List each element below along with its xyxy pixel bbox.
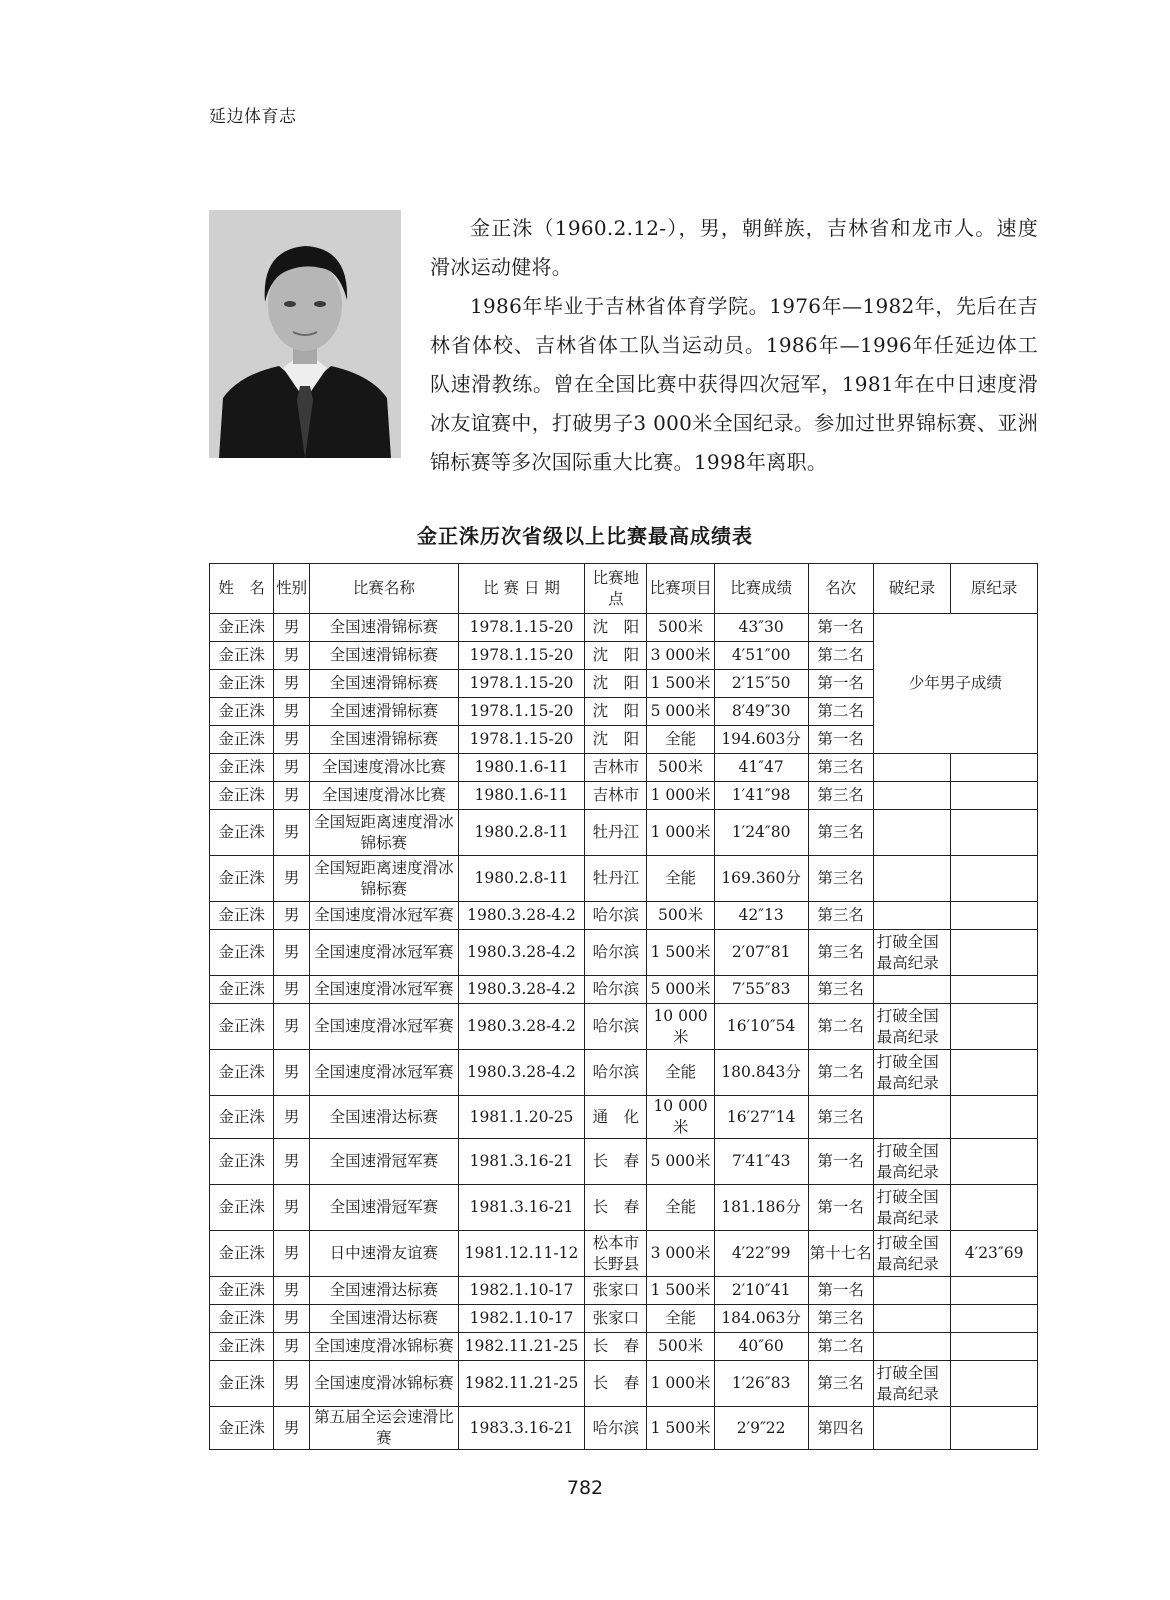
cell-date: 1978.1.15-20 [458, 642, 584, 670]
cell-location: 哈尔滨 [585, 902, 647, 930]
cell-rank: 第一名 [808, 1185, 873, 1231]
cell-name: 金正洙 [210, 1096, 274, 1139]
cell-result: 40″60 [714, 1333, 808, 1361]
col-event-name: 比赛名称 [309, 564, 458, 614]
cell-rank: 第二名 [808, 698, 873, 726]
cell-result: 1′24″80 [714, 810, 808, 856]
cell-previous-record [951, 1004, 1038, 1050]
cell-gender: 男 [274, 976, 310, 1004]
cell-name: 金正洙 [210, 1139, 274, 1185]
cell-record-broken: 打破全国最高纪录 [873, 930, 950, 976]
cell-previous-record [951, 754, 1038, 782]
cell-rank: 第二名 [808, 1050, 873, 1096]
cell-gender: 男 [274, 642, 310, 670]
cell-name: 金正洙 [210, 1277, 274, 1305]
table-row [210, 930, 1038, 976]
cell-result: 7′55″83 [714, 976, 808, 1004]
cell-result: 2′9″22 [714, 1407, 808, 1450]
cell-rank: 第三名 [808, 810, 873, 856]
cell-event-name: 全国短距离速度滑冰锦标赛 [309, 856, 458, 902]
cell-location: 哈尔滨 [585, 976, 647, 1004]
cell-rank: 第三名 [808, 782, 873, 810]
col-gender: 性别 [274, 564, 310, 614]
cell-name: 金正洙 [210, 1231, 274, 1277]
cell-discipline: 1 000米 [647, 1361, 714, 1407]
cell-gender: 男 [274, 1231, 310, 1277]
table-title: 金正洙历次省级以上比赛最高成绩表 [417, 524, 753, 548]
cell-rank: 第三名 [808, 754, 873, 782]
cell-name: 金正洙 [210, 698, 274, 726]
cell-record-broken [873, 1407, 950, 1450]
cell-gender: 男 [274, 698, 310, 726]
col-rank: 名次 [808, 564, 873, 614]
cell-gender: 男 [274, 754, 310, 782]
cell-discipline: 10 000米 [647, 1004, 714, 1050]
cell-event-name: 全国速度滑冰锦标赛 [309, 1333, 458, 1361]
cell-rank: 第二名 [808, 642, 873, 670]
cell-location: 牡丹江 [585, 856, 647, 902]
cell-rank: 第十七名 [808, 1231, 873, 1277]
cell-result: 42″13 [714, 902, 808, 930]
col-record-broken: 破纪录 [873, 564, 950, 614]
cell-name: 金正洙 [210, 976, 274, 1004]
table-row [210, 1361, 1038, 1407]
cell-discipline: 全能 [647, 1305, 714, 1333]
cell-previous-record [951, 810, 1038, 856]
cell-name: 金正洙 [210, 614, 274, 642]
cell-location: 张家口 [585, 1305, 647, 1333]
cell-previous-record [951, 1050, 1038, 1096]
cell-location: 沈 阳 [585, 670, 647, 698]
table-row [210, 782, 1038, 810]
table-row [210, 1185, 1038, 1231]
cell-date: 1980.1.6-11 [458, 754, 584, 782]
cell-event-name: 全国速滑锦标赛 [309, 642, 458, 670]
cell-rank: 第三名 [808, 976, 873, 1004]
table-row [210, 1050, 1038, 1096]
cell-rank: 第三名 [808, 1305, 873, 1333]
cell-result: 2′07″81 [714, 930, 808, 976]
col-discipline: 比赛项目 [647, 564, 714, 614]
table-row [210, 810, 1038, 856]
cell-event-name: 全国速滑锦标赛 [309, 670, 458, 698]
cell-event-name: 全国速滑锦标赛 [309, 726, 458, 754]
table-row [210, 1407, 1038, 1450]
cell-discipline: 5 000米 [647, 976, 714, 1004]
cell-rank: 第三名 [808, 856, 873, 902]
cell-gender: 男 [274, 810, 310, 856]
cell-gender: 男 [274, 902, 310, 930]
cell-event-name: 全国速度滑冰冠军赛 [309, 1004, 458, 1050]
cell-gender: 男 [274, 1333, 310, 1361]
cell-gender: 男 [274, 782, 310, 810]
cell-rank: 第一名 [808, 670, 873, 698]
cell-location: 牡丹江 [585, 810, 647, 856]
cell-location: 沈 阳 [585, 726, 647, 754]
cell-name: 金正洙 [210, 726, 274, 754]
cell-record-broken [873, 782, 950, 810]
cell-date: 1981.3.16-21 [458, 1139, 584, 1185]
cell-gender: 男 [274, 856, 310, 902]
cell-previous-record [951, 856, 1038, 902]
cell-gender: 男 [274, 1004, 310, 1050]
cell-record-broken [873, 754, 950, 782]
cell-date: 1980.3.28-4.2 [458, 976, 584, 1004]
cell-date: 1982.11.21-25 [458, 1333, 584, 1361]
cell-date: 1978.1.15-20 [458, 614, 584, 642]
cell-event-name: 全国速度滑冰冠军赛 [309, 976, 458, 1004]
cell-date: 1981.1.20-25 [458, 1096, 584, 1139]
cell-result: 7′41″43 [714, 1139, 808, 1185]
bio-intro: 金正洙（1960.2.12-），男，朝鲜族，吉林省和龙市人。速度滑冰运动健将。 [430, 216, 1038, 279]
cell-name: 金正洙 [210, 1305, 274, 1333]
cell-name: 金正洙 [210, 1050, 274, 1096]
cell-rank: 第三名 [808, 902, 873, 930]
cell-event-name: 全国速滑冠军赛 [309, 1185, 458, 1231]
cell-result: 16′10″54 [714, 1004, 808, 1050]
cell-date: 1978.1.15-20 [458, 726, 584, 754]
cell-date: 1980.2.8-11 [458, 856, 584, 902]
table-row [210, 1139, 1038, 1185]
cell-record-broken [873, 810, 950, 856]
cell-discipline: 全能 [647, 1050, 714, 1096]
cell-discipline: 1 000米 [647, 782, 714, 810]
portrait-photo [209, 210, 401, 458]
cell-event-name: 全国速滑锦标赛 [309, 614, 458, 642]
cell-gender: 男 [274, 1305, 310, 1333]
cell-date: 1981.12.11-12 [458, 1231, 584, 1277]
cell-previous-record [951, 1185, 1038, 1231]
table-row [210, 976, 1038, 1004]
cell-date: 1982.1.10-17 [458, 1277, 584, 1305]
col-previous-record: 原纪录 [951, 564, 1038, 614]
cell-name: 金正洙 [210, 930, 274, 976]
cell-location: 吉林市 [585, 754, 647, 782]
cell-discipline: 1 500米 [647, 1277, 714, 1305]
cell-rank: 第二名 [808, 1333, 873, 1361]
cell-result: 2′10″41 [714, 1277, 808, 1305]
cell-name: 金正洙 [210, 902, 274, 930]
cell-event-name: 全国速滑锦标赛 [309, 698, 458, 726]
cell-date: 1980.2.8-11 [458, 810, 584, 856]
cell-discipline: 1 500米 [647, 930, 714, 976]
cell-name: 金正洙 [210, 754, 274, 782]
cell-date: 1980.3.28-4.2 [458, 1050, 584, 1096]
cell-location: 张家口 [585, 1277, 647, 1305]
cell-date: 1983.3.16-21 [458, 1407, 584, 1450]
cell-event-name: 全国速滑达标赛 [309, 1305, 458, 1333]
cell-date: 1978.1.15-20 [458, 698, 584, 726]
cell-record-broken [873, 976, 950, 1004]
cell-discipline: 500米 [647, 902, 714, 930]
cell-location: 通 化 [585, 1096, 647, 1139]
cell-discipline: 10 000米 [647, 1096, 714, 1139]
cell-date: 1982.1.10-17 [458, 1305, 584, 1333]
cell-record-broken [873, 1277, 950, 1305]
cell-location: 沈 阳 [585, 614, 647, 642]
cell-previous-record [951, 1305, 1038, 1333]
biography [430, 209, 1038, 482]
cell-rank: 第二名 [808, 1004, 873, 1050]
cell-event-name: 全国速度滑冰比赛 [309, 782, 458, 810]
cell-name: 金正洙 [210, 1185, 274, 1231]
cell-location: 哈尔滨 [585, 1004, 647, 1050]
cell-previous-record [951, 930, 1038, 976]
cell-name: 金正洙 [210, 810, 274, 856]
cell-gender: 男 [274, 1361, 310, 1407]
junior-result-note: 少年男子成绩 [873, 614, 1037, 754]
cell-date: 1980.3.28-4.2 [458, 930, 584, 976]
cell-location: 哈尔滨 [585, 1407, 647, 1450]
cell-name: 金正洙 [210, 1004, 274, 1050]
cell-record-broken: 打破全国最高纪录 [873, 1231, 950, 1277]
portrait-photo-icon [209, 210, 401, 458]
cell-rank: 第一名 [808, 726, 873, 754]
cell-previous-record [951, 1277, 1038, 1305]
cell-record-broken [873, 1305, 950, 1333]
cell-name: 金正洙 [210, 782, 274, 810]
col-location: 比赛地点 [585, 564, 647, 614]
cell-discipline: 1 000米 [647, 810, 714, 856]
cell-record-broken [873, 1333, 950, 1361]
cell-discipline: 全能 [647, 726, 714, 754]
cell-gender: 男 [274, 1139, 310, 1185]
cell-discipline: 500米 [647, 754, 714, 782]
cell-result: 184.063分 [714, 1305, 808, 1333]
running-title: 延边体育志 [209, 107, 297, 127]
cell-result: 43″30 [714, 614, 808, 642]
table-row [210, 1004, 1038, 1050]
page-number: 782 [566, 1477, 604, 1499]
cell-result: 194.603分 [714, 726, 808, 754]
cell-gender: 男 [274, 1096, 310, 1139]
cell-rank: 第三名 [808, 1361, 873, 1407]
cell-discipline: 1 500米 [647, 670, 714, 698]
cell-previous-record [951, 1096, 1038, 1139]
cell-record-broken [873, 1096, 950, 1139]
table-row [210, 1096, 1038, 1139]
cell-date: 1980.1.6-11 [458, 782, 584, 810]
cell-result: 1′26″83 [714, 1361, 808, 1407]
cell-name: 金正洙 [210, 1333, 274, 1361]
cell-previous-record [951, 782, 1038, 810]
cell-result: 2′15″50 [714, 670, 808, 698]
cell-name: 金正洙 [210, 856, 274, 902]
cell-event-name: 全国速滑冠军赛 [309, 1139, 458, 1185]
cell-result: 8′49″30 [714, 698, 808, 726]
table-row [210, 1333, 1038, 1361]
cell-record-broken [873, 902, 950, 930]
cell-location: 长 春 [585, 1333, 647, 1361]
cell-event-name: 全国短距离速度滑冰锦标赛 [309, 810, 458, 856]
cell-gender: 男 [274, 1407, 310, 1450]
cell-result: 41″47 [714, 754, 808, 782]
cell-previous-record: 4′23″69 [951, 1231, 1038, 1277]
results-table [209, 563, 1038, 1450]
cell-date: 1980.3.28-4.2 [458, 1004, 584, 1050]
table-row [210, 1277, 1038, 1305]
cell-result: 180.843分 [714, 1050, 808, 1096]
cell-event-name: 全国速滑达标赛 [309, 1277, 458, 1305]
cell-record-broken: 打破全国最高纪录 [873, 1004, 950, 1050]
cell-rank: 第一名 [808, 1277, 873, 1305]
cell-discipline: 3 000米 [647, 1231, 714, 1277]
table-row [210, 1305, 1038, 1333]
cell-date: 1978.1.15-20 [458, 670, 584, 698]
cell-name: 金正洙 [210, 1361, 274, 1407]
cell-name: 金正洙 [210, 642, 274, 670]
cell-date: 1980.3.28-4.2 [458, 902, 584, 930]
table-row [210, 1231, 1038, 1277]
table-header-row [210, 564, 1038, 614]
col-result: 比赛成绩 [714, 564, 808, 614]
cell-result: 4′22″99 [714, 1231, 808, 1277]
cell-rank: 第三名 [808, 930, 873, 976]
cell-result: 169.360分 [714, 856, 808, 902]
cell-previous-record [951, 1333, 1038, 1361]
bio-career: 1986年毕业于吉林省体育学院。1976年—1982年，先后在吉林省体校、吉林省体工队当运动员。1986年—1996年任延边体工队速滑教练。曾在全国比赛中获得四次冠军，1981年在中日速度滑冰友谊赛中，打破男子3 000米全国纪录。参加过世界锦标赛、亚洲锦标赛等多次国际重大比赛。1998年离职。 [430, 294, 1038, 474]
table-row [210, 856, 1038, 902]
cell-record-broken: 打破全国最高纪录 [873, 1361, 950, 1407]
cell-event-name: 第五届全运会速滑比赛 [309, 1407, 458, 1450]
cell-location: 哈尔滨 [585, 1050, 647, 1096]
cell-gender: 男 [274, 1185, 310, 1231]
cell-discipline: 500米 [647, 1333, 714, 1361]
cell-event-name: 日中速滑友谊赛 [309, 1231, 458, 1277]
cell-gender: 男 [274, 930, 310, 976]
cell-location: 吉林市 [585, 782, 647, 810]
cell-result: 16′27″14 [714, 1096, 808, 1139]
cell-result: 1′41″98 [714, 782, 808, 810]
cell-discipline: 全能 [647, 856, 714, 902]
cell-gender: 男 [274, 670, 310, 698]
table-row [210, 902, 1038, 930]
cell-event-name: 全国速度滑冰冠军赛 [309, 902, 458, 930]
cell-record-broken: 打破全国最高纪录 [873, 1185, 950, 1231]
cell-location: 长 春 [585, 1185, 647, 1231]
cell-gender: 男 [274, 1050, 310, 1096]
table-row [210, 754, 1038, 782]
cell-event-name: 全国速度滑冰锦标赛 [309, 1361, 458, 1407]
cell-previous-record [951, 1139, 1038, 1185]
cell-gender: 男 [274, 726, 310, 754]
cell-event-name: 全国速度滑冰比赛 [309, 754, 458, 782]
cell-gender: 男 [274, 614, 310, 642]
cell-discipline: 5 000米 [647, 1139, 714, 1185]
cell-rank: 第四名 [808, 1407, 873, 1450]
cell-previous-record [951, 902, 1038, 930]
cell-discipline: 500米 [647, 614, 714, 642]
cell-record-broken [873, 856, 950, 902]
cell-location: 松本市长野县 [585, 1231, 647, 1277]
cell-discipline: 5 000米 [647, 698, 714, 726]
cell-event-name: 全国速滑达标赛 [309, 1096, 458, 1139]
cell-location: 长 春 [585, 1361, 647, 1407]
cell-date: 1981.3.16-21 [458, 1185, 584, 1231]
cell-rank: 第一名 [808, 1139, 873, 1185]
table-row [210, 614, 1038, 642]
cell-previous-record [951, 1407, 1038, 1450]
cell-location: 哈尔滨 [585, 930, 647, 976]
cell-rank: 第一名 [808, 614, 873, 642]
cell-location: 沈 阳 [585, 698, 647, 726]
col-date: 比 赛 日 期 [458, 564, 584, 614]
cell-date: 1982.11.21-25 [458, 1361, 584, 1407]
cell-result: 181.186分 [714, 1185, 808, 1231]
cell-event-name: 全国速度滑冰冠军赛 [309, 930, 458, 976]
cell-event-name: 全国速度滑冰冠军赛 [309, 1050, 458, 1096]
cell-result: 4′51″00 [714, 642, 808, 670]
cell-gender: 男 [274, 1277, 310, 1305]
cell-discipline: 1 500米 [647, 1407, 714, 1450]
cell-previous-record [951, 1361, 1038, 1407]
cell-name: 金正洙 [210, 1407, 274, 1450]
cell-previous-record [951, 976, 1038, 1004]
cell-record-broken: 打破全国最高纪录 [873, 1050, 950, 1096]
col-name: 姓 名 [210, 564, 274, 614]
cell-record-broken: 打破全国最高纪录 [873, 1139, 950, 1185]
cell-rank: 第三名 [808, 1096, 873, 1139]
cell-location: 沈 阳 [585, 642, 647, 670]
cell-location: 长 春 [585, 1139, 647, 1185]
cell-discipline: 3 000米 [647, 642, 714, 670]
cell-discipline: 全能 [647, 1185, 714, 1231]
cell-name: 金正洙 [210, 670, 274, 698]
